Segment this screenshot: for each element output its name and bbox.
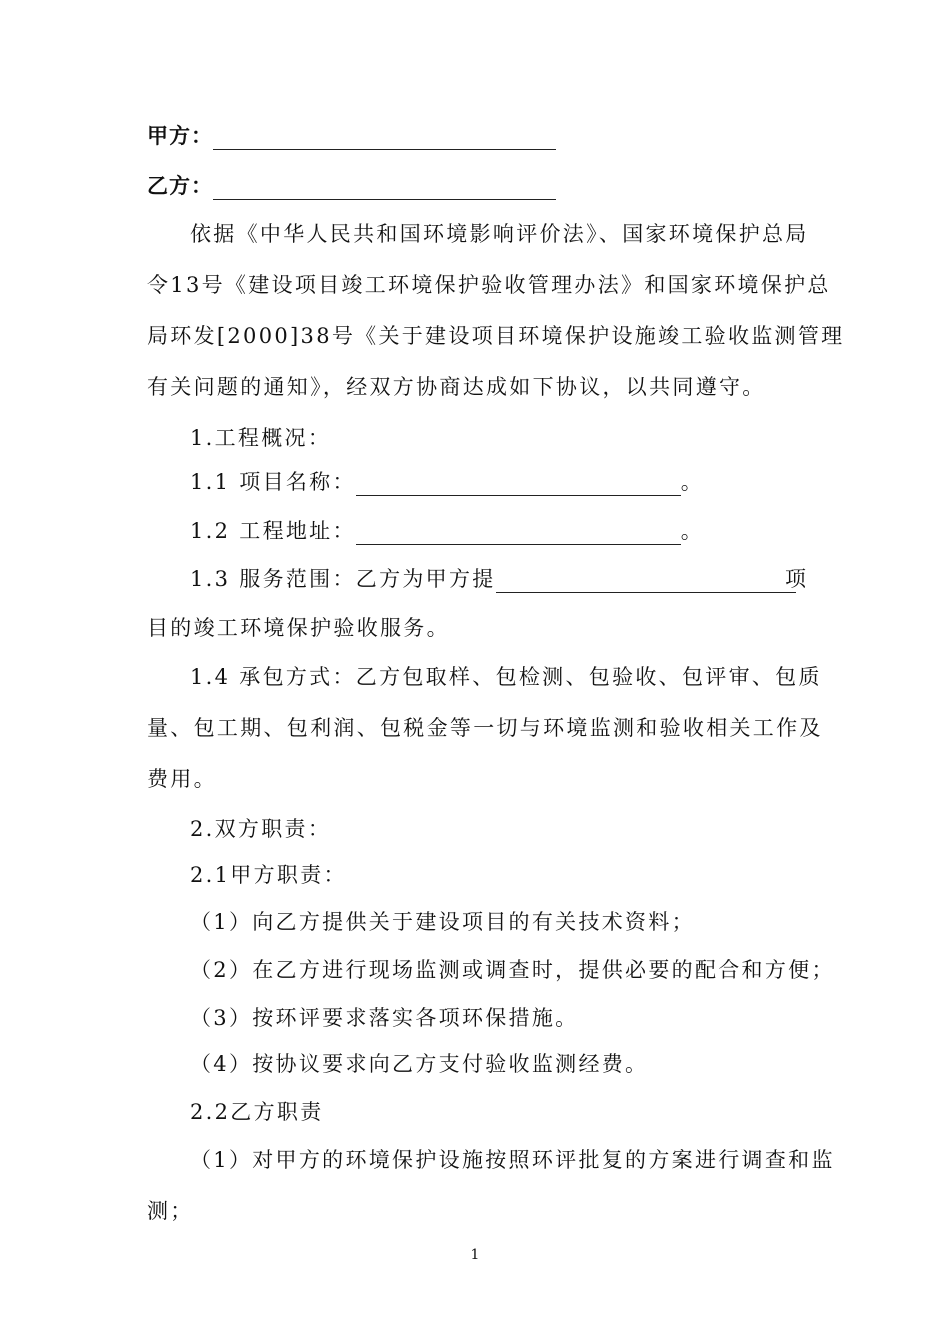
item-1-1-end: 。	[680, 470, 705, 494]
item-1-1-label: 1.1 项目名称：	[190, 470, 356, 494]
party-b-duty-1: （1）对甲方的环境保护设施按照环评批复的方案进行调查和监	[190, 1148, 835, 1172]
section-2-title: 2.双方职责：	[190, 817, 332, 841]
item-1-1	[190, 468, 704, 496]
section-2-2-title: 2.2乙方职责	[190, 1100, 324, 1124]
project-name-blank[interactable]	[356, 471, 681, 496]
party-a-duty-3: （3）按环评要求落实各项环保措施。	[190, 1006, 579, 1030]
item-1-4-line-2: 量、包工期、包利润、包税金等一切与环境监测和验收相关工作及	[147, 716, 823, 740]
party-a-blank[interactable]	[213, 125, 556, 150]
service-scope-blank[interactable]	[496, 568, 796, 593]
party-a-duty-4: （4）按协议要求向乙方支付验收监测经费。	[190, 1052, 649, 1076]
item-1-3-end: 项	[785, 567, 809, 591]
section-2-1-title: 2.1甲方职责：	[190, 863, 347, 887]
party-a-row	[147, 122, 556, 150]
party-b-row	[147, 172, 556, 200]
project-address-blank[interactable]	[356, 520, 681, 545]
party-b-duty-1-cont: 测；	[147, 1199, 194, 1223]
item-1-4-line-3: 费用。	[147, 767, 217, 791]
party-a-label: 甲方：	[147, 123, 213, 148]
item-1-3-label: 1.3 服务范围：乙方为甲方提	[190, 567, 496, 591]
party-b-blank[interactable]	[213, 175, 556, 200]
item-1-4-line-1: 1.4 承包方式：乙方包取样、包检测、包验收、包评审、包质	[190, 665, 822, 689]
party-b-label: 乙方：	[147, 173, 213, 198]
item-1-2-label: 1.2 工程地址：	[190, 519, 356, 543]
section-1-title: 1.工程概况：	[190, 426, 332, 450]
party-a-duty-1: （1）向乙方提供关于建设项目的有关技术资料；	[190, 910, 695, 934]
intro-line-2: 令13号《建设项目竣工环境保护验收管理办法》和国家环境保护总	[147, 273, 831, 297]
party-a-duty-2: （2）在乙方进行现场监测或调查时，提供必要的配合和方便；	[190, 958, 835, 982]
intro-line-4: 有关问题的通知》，经双方协商达成如下协议，以共同遵守。	[147, 375, 766, 399]
item-1-2-end: 。	[680, 519, 705, 543]
page-number: 1	[470, 1247, 480, 1263]
item-1-3	[190, 565, 796, 593]
intro-line-1: 依据《中华人民共和国环境影响评价法》、国家环境保护总局	[190, 222, 809, 246]
item-1-3-cont: 目的竣工环境保护验收服务。	[147, 616, 450, 640]
intro-line-3: 局环发[2000]38号《关于建设项目环境保护设施竣工验收监测管理	[147, 324, 845, 348]
item-1-2	[190, 517, 704, 545]
